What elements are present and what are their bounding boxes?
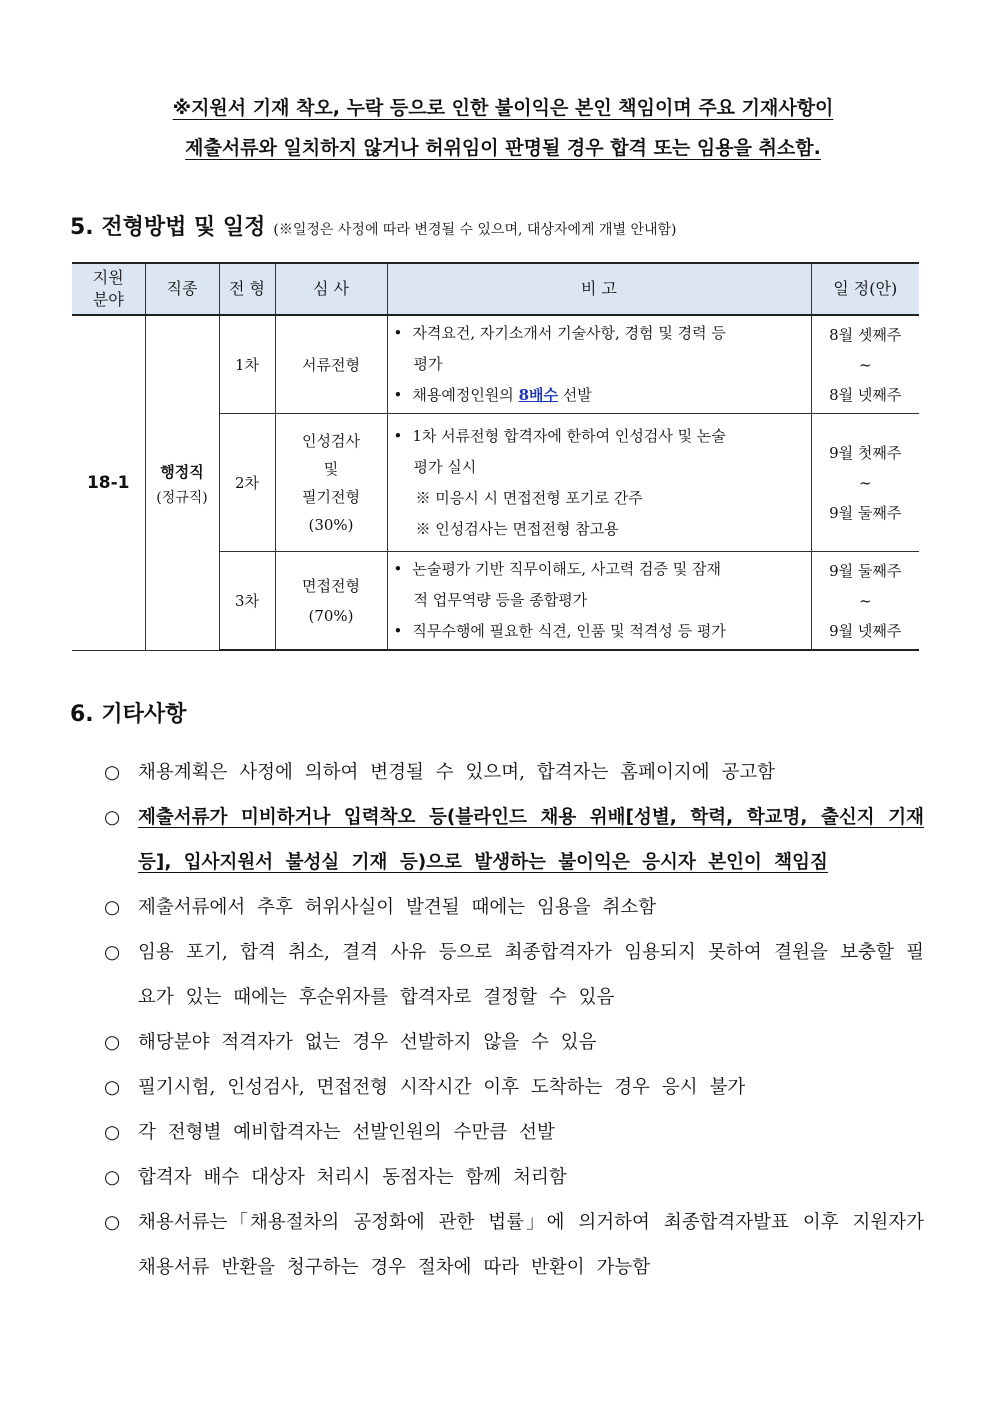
schedule-tilde: ~ — [858, 355, 872, 374]
remarks-cell — [387, 552, 811, 651]
exam-line: 면접전형 — [302, 576, 360, 595]
table-header-row — [72, 263, 919, 315]
schedule-end: 9월 넷째주 — [829, 621, 902, 640]
exam-line: 및 — [323, 459, 339, 478]
exam-cell — [275, 315, 387, 414]
job-sub: (정규직) — [156, 489, 208, 506]
bullet: • — [393, 324, 403, 342]
circle-marker: ○ — [104, 762, 121, 783]
circle-marker: ○ — [104, 1212, 121, 1233]
list-item: ○ 해당분야 적격자가 없는 경우 선발하지 않을 수 있음 — [104, 1020, 924, 1065]
exam-cell — [275, 414, 387, 552]
schedule-end: 8월 넷째주 — [829, 385, 902, 404]
schedule-cell — [811, 315, 919, 414]
remark-line: • 1차 서류전형 합격자에 한하여 인성검사 및 논술 — [393, 426, 726, 445]
section-6-heading — [70, 697, 186, 728]
header-schedule: 일 정(안) — [811, 263, 919, 315]
exam-line: 인성검사 — [302, 431, 360, 450]
remark-line: 평가 실시 — [413, 457, 477, 476]
section-5-title: 5. 전형방법 및 일정 — [70, 215, 266, 240]
header-field: 지원 분야 — [72, 263, 145, 315]
stage-cell: 1차 — [219, 315, 275, 414]
header-stage: 전 형 — [219, 263, 275, 315]
bullet: • — [393, 622, 403, 640]
table-row — [72, 315, 919, 414]
circle-marker: ○ — [104, 1167, 121, 1188]
bullet: • — [393, 386, 403, 404]
notice-line-2: 제출서류와 일치하지 않거나 허위임이 판명될 경우 합격 또는 임용을 취소함. — [185, 137, 821, 159]
schedule-tilde: ~ — [858, 473, 872, 492]
circle-marker: ○ — [104, 1122, 121, 1143]
remark-line: • 논술평가 기반 직무이해도, 사고력 검증 및 잠재 — [393, 560, 722, 578]
list-item: ○ 채용서류는「채용절차의 공정화에 관한 법률」에 의거하여 최종합격자발표 이후 지원자가 채용서류 반환을 청구하는 경우 절차에 따라 반환이 가능함 — [104, 1200, 924, 1290]
section-6-title: 6. 기타사항 — [70, 702, 187, 727]
schedule-table — [72, 262, 919, 651]
circle-marker: ○ — [104, 807, 121, 828]
stage-cell: 2차 — [219, 414, 275, 552]
remarks-cell — [387, 315, 811, 414]
other-items-list — [104, 750, 924, 1290]
remark-line: • 채용예정인원의 8배수 선발 — [393, 386, 592, 404]
schedule-start: 9월 둘째주 — [829, 561, 902, 580]
remark-line: • 자격요건, 자기소개서 기술사항, 경험 및 경력 등 — [393, 324, 726, 342]
header-job: 직종 — [145, 263, 219, 315]
field-cell: 18-1 — [72, 315, 145, 650]
stage-cell: 3차 — [219, 552, 275, 651]
circle-marker: ○ — [104, 1032, 121, 1053]
list-item: ○ 합격자 배수 대상자 처리시 동점자는 함께 처리함 — [104, 1155, 924, 1200]
remark-line: 평가 — [413, 355, 443, 373]
remark-line: ※ 미응시 시 면접전형 포기로 간주 — [415, 488, 643, 507]
remark-line: ※ 인성검사는 면접전형 참고용 — [415, 519, 619, 538]
exam-cell — [275, 552, 387, 651]
schedule-cell — [811, 414, 919, 552]
header-remarks: 비 고 — [387, 263, 811, 315]
circle-marker: ○ — [104, 897, 121, 918]
bullet: • — [393, 560, 403, 578]
remark-line: 적 업무역량 등을 종합평가 — [413, 591, 588, 609]
schedule-cell — [811, 552, 919, 651]
exam-line: (70%) — [308, 606, 354, 625]
bullet: • — [393, 426, 403, 445]
exam-line: 서류전형 — [302, 355, 360, 374]
circle-marker: ○ — [104, 1077, 121, 1098]
section-5-subnote: (※일정은 사정에 따라 변경될 수 있으며, 대상자에게 개별 안내함) — [273, 222, 677, 238]
highlight-multiple: 8배수 — [518, 386, 558, 404]
list-item: ○ 제출서류에서 추후 허위사실이 발견될 때에는 임용을 취소함 — [104, 885, 924, 930]
remark-line: • 직무수행에 필요한 식견, 인품 및 적격성 등 평가 — [393, 622, 726, 640]
notice-line-1: ※지원서 기재 착오, 누락 등으로 인한 불이익은 본인 책임이며 주요 기재사항이 — [172, 97, 834, 119]
exam-line: (30%) — [308, 515, 354, 534]
list-item: ○ 채용계획은 사정에 의하여 변경될 수 있으며, 합격자는 홈페이지에 공고함 — [104, 750, 924, 795]
schedule-start: 9월 첫째주 — [829, 443, 902, 462]
list-item-emphasis: ○ 제출서류가 미비하거나 입력착오 등(블라인드 채용 위배[성별, 학력, 학교명, 출신지 기재 등], 입사지원서 불성실 기재 등)으로 발생하는 불이익은 응시자 본인이 책임짐 — [104, 795, 924, 885]
header-exam: 심 사 — [275, 263, 387, 315]
schedule-end: 9월 둘째주 — [829, 503, 902, 522]
schedule-tilde: ~ — [858, 591, 872, 610]
schedule-start: 8월 셋째주 — [829, 325, 902, 344]
section-5-heading — [70, 210, 677, 241]
job-cell — [145, 315, 219, 650]
list-item: ○ 각 전형별 예비합격자는 선발인원의 수만큼 선발 — [104, 1110, 924, 1155]
list-item: ○ 필기시험, 인성검사, 면접전형 시작시간 이후 도착하는 경우 응시 불가 — [104, 1065, 924, 1110]
list-item: ○ 임용 포기, 합격 취소, 결격 사유 등으로 최종합격자가 임용되지 못하여 결원을 보충할 필요가 있는 때에는 후순위자를 합격자로 결정할 수 있음 — [104, 930, 924, 1020]
job-main: 행정직 — [160, 462, 204, 481]
circle-marker: ○ — [104, 942, 121, 963]
exam-line: 필기전형 — [302, 487, 360, 506]
remarks-cell — [387, 414, 811, 552]
notice-block — [80, 88, 926, 168]
